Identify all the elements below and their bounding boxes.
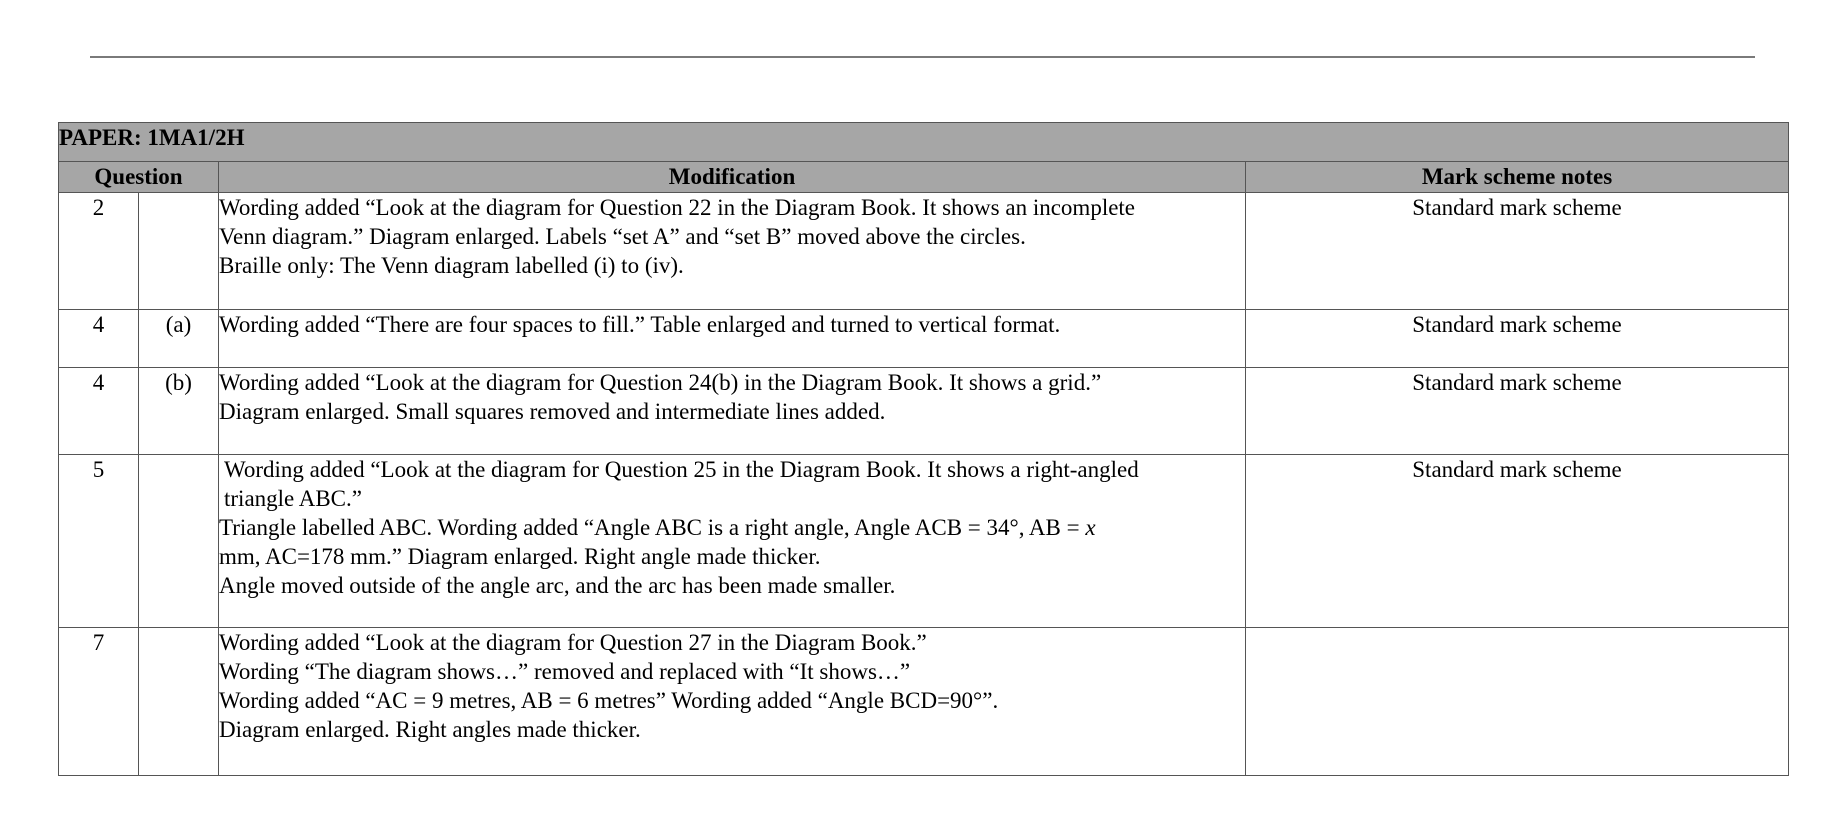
table-row xyxy=(59,455,1789,628)
modifications-table xyxy=(58,122,1789,776)
table-row xyxy=(59,310,1789,368)
table-row xyxy=(59,628,1789,776)
modification-line: Diagram enlarged. Small squares removed and intermediate lines added. xyxy=(219,399,886,424)
mark-scheme-note: Standard mark scheme xyxy=(1246,310,1789,368)
modification-line xyxy=(219,513,1245,542)
modification-header: Modification xyxy=(219,162,1246,193)
modification-line: Wording “The diagram shows…” removed and replaced with “It shows…” xyxy=(219,659,911,684)
modification-line: Venn diagram.” Diagram enlarged. Labels “set A” and “set B” moved above the circles. xyxy=(219,224,1026,249)
question-part: (a) xyxy=(139,310,219,368)
modification-line: Diagram enlarged. Right angles made thicker. xyxy=(219,717,641,742)
modification-line: Wording added “Look at the diagram for Question 27 in the Diagram Book.” xyxy=(219,630,927,655)
question-part xyxy=(139,193,219,310)
variable-x: x xyxy=(1085,515,1096,540)
question-number: 4 xyxy=(59,368,139,455)
modification-cell xyxy=(219,368,1246,455)
paper-title-row xyxy=(59,123,1789,162)
mark-scheme-note: Standard mark scheme xyxy=(1246,193,1789,310)
question-number: 7 xyxy=(59,628,139,776)
question-part xyxy=(139,455,219,628)
modification-text: Triangle labelled ABC. Wording added “Angle ABC is a right angle, Angle ACB = 34°, AB = xyxy=(219,515,1086,540)
mark-scheme-note: Standard mark scheme xyxy=(1246,455,1789,628)
modification-line: mm, AC=178 mm.” Diagram enlarged. Right angle made thicker. xyxy=(219,544,821,569)
question-part: (b) xyxy=(139,368,219,455)
question-number: 2 xyxy=(59,193,139,310)
modification-cell xyxy=(219,193,1246,310)
mark-scheme-note: Standard mark scheme xyxy=(1246,368,1789,455)
modification-line: Wording added “There are four spaces to fill.” Table enlarged and turned to vertical format. xyxy=(219,312,1061,337)
modification-cell xyxy=(219,310,1246,368)
modification-cell xyxy=(219,455,1246,628)
table-row xyxy=(59,368,1789,455)
modification-line: Wording added “Look at the diagram for Question 22 in the Diagram Book. It shows an incomplete xyxy=(219,195,1136,220)
table-row xyxy=(59,193,1789,310)
paper-title: PAPER: 1MA1/2H xyxy=(59,123,1789,162)
modification-line: Wording added “Look at the diagram for Question 24(b) in the Diagram Book. It shows a grid.” xyxy=(219,370,1102,395)
question-number: 4 xyxy=(59,310,139,368)
modification-line: Braille only: The Venn diagram labelled (i) to (iv). xyxy=(219,253,684,278)
modification-line: Angle moved outside of the angle arc, and the arc has been made smaller. xyxy=(219,573,896,598)
modification-line: Wording added “Look at the diagram for Question 25 in the Diagram Book. It shows a right-angled xyxy=(224,457,1139,482)
modification-line: Wording added “AC = 9 metres, AB = 6 metres” Wording added “Angle BCD=90°”. xyxy=(219,688,999,713)
header-row xyxy=(59,162,1789,193)
mark-scheme-note xyxy=(1246,628,1789,776)
modification-line: triangle ABC.” xyxy=(224,486,362,511)
header-rule xyxy=(90,56,1755,58)
question-number: 5 xyxy=(59,455,139,628)
question-header: Question xyxy=(59,162,219,193)
modification-cell xyxy=(219,628,1246,776)
question-part xyxy=(139,628,219,776)
notes-header: Mark scheme notes xyxy=(1246,162,1789,193)
